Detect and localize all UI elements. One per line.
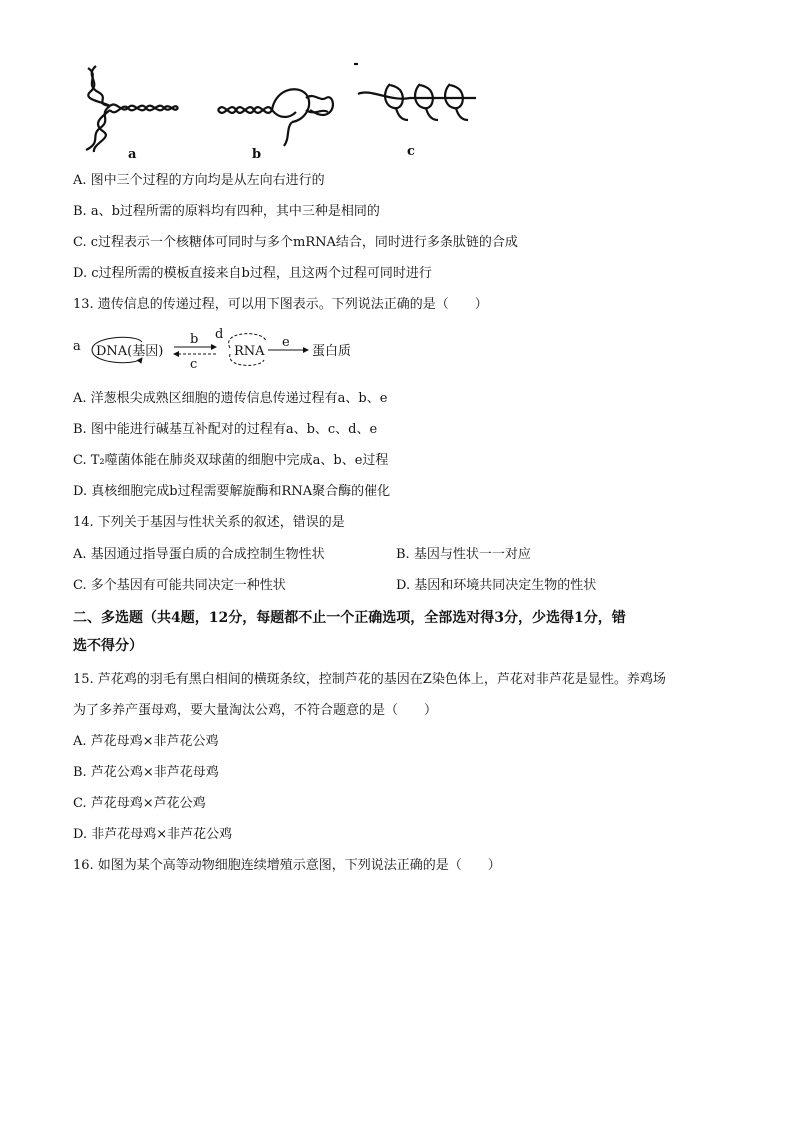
label-e: e — [282, 335, 290, 350]
q14-option-a: A. 基因通过指导蛋白质的合成控制生物性状 — [73, 547, 325, 562]
rna-label: RNA — [234, 344, 265, 359]
q15-option-d: D. 非芦花母鸡×非芦花公鸡 — [73, 827, 233, 842]
q12-option-c: C. c过程表示一个核糖体可同时与多个mRNA结合，同时进行多条肽链的合成 — [73, 235, 518, 250]
figure-b-transcription — [218, 89, 333, 146]
q14-option-b: B. 基因与性状一一对应 — [396, 547, 531, 562]
section-heading-line2: 选不得分） — [73, 638, 143, 654]
q15-stem-line1: 15. 芦花鸡的羽毛有黑白相间的横斑条纹，控制芦花的基因在Z染色体上，芦花对非芦花是显性。养鸡场 — [73, 672, 666, 687]
q15-option-a: A. 芦花母鸡×非芦花公鸡 — [73, 734, 219, 749]
figure-label-b: b — [252, 147, 262, 162]
figure-c-translation — [354, 64, 476, 120]
q13-option-b: B. 图中能进行碱基互补配对的过程有a、b、c、d、e — [73, 422, 378, 437]
q15-option-b: B. 芦花公鸡×非芦花母鸡 — [73, 765, 219, 780]
q13-option-d: D. 真核细胞完成b过程需要解旋酶和RNA聚合酶的催化 — [73, 484, 391, 499]
process-figure — [70, 58, 510, 168]
q12-option-d: D. c过程所需的模板直接来自b过程，且这两个过程可同时进行 — [73, 266, 432, 281]
label-a: a — [73, 339, 81, 354]
section-heading-line1: 二、多选题（共4题，12分，每题都不止一个正确选项，全部选对得3分，少选得1分，错 — [73, 610, 626, 626]
dna-gene-label: DNA(基因) — [96, 344, 164, 359]
section-heading — [73, 607, 733, 657]
q15-option-c: C. 芦花母鸡×芦花公鸡 — [73, 796, 206, 811]
label-d: d — [215, 328, 224, 342]
figure-label-c: c — [407, 144, 415, 159]
q15-stem-line2: 为了多养产蛋母鸡，要大量淘汰公鸡，不符合题意的是（ ） — [73, 703, 438, 718]
q13-stem: 13. 遗传信息的传递过程，可以用下图表示。下列说法正确的是（ ） — [73, 297, 488, 312]
q14-option-d: D. 基因和环境共同决定生物的性状 — [396, 578, 597, 593]
q12-option-a: A. 图中三个过程的方向均是从左向右进行的 — [73, 173, 325, 188]
protein-label: 蛋白质 — [312, 344, 352, 359]
q13-option-c: C. T₂噬菌体能在肺炎双球菌的细胞中完成a、b、e过程 — [73, 453, 389, 468]
central-dogma-diagram — [70, 328, 370, 372]
q14-option-c: C. 多个基因有可能共同决定一种性状 — [73, 578, 286, 593]
q13-option-a: A. 洋葱根尖成熟区细胞的遗传信息传递过程有a、b、e — [73, 391, 388, 406]
label-c: c — [190, 357, 198, 372]
label-b: b — [190, 332, 199, 347]
figure-a-replication — [86, 66, 178, 152]
figure-label-a: a — [128, 147, 137, 162]
q16-stem: 16. 如图为某个高等动物细胞连续增殖示意图，下列说法正确的是（ ） — [73, 858, 501, 873]
q14-stem: 14. 下列关于基因与性状关系的叙述，错误的是 — [73, 515, 345, 530]
q12-option-b: B. a、b过程所需的原料均有四种，其中三种是相同的 — [73, 204, 380, 219]
